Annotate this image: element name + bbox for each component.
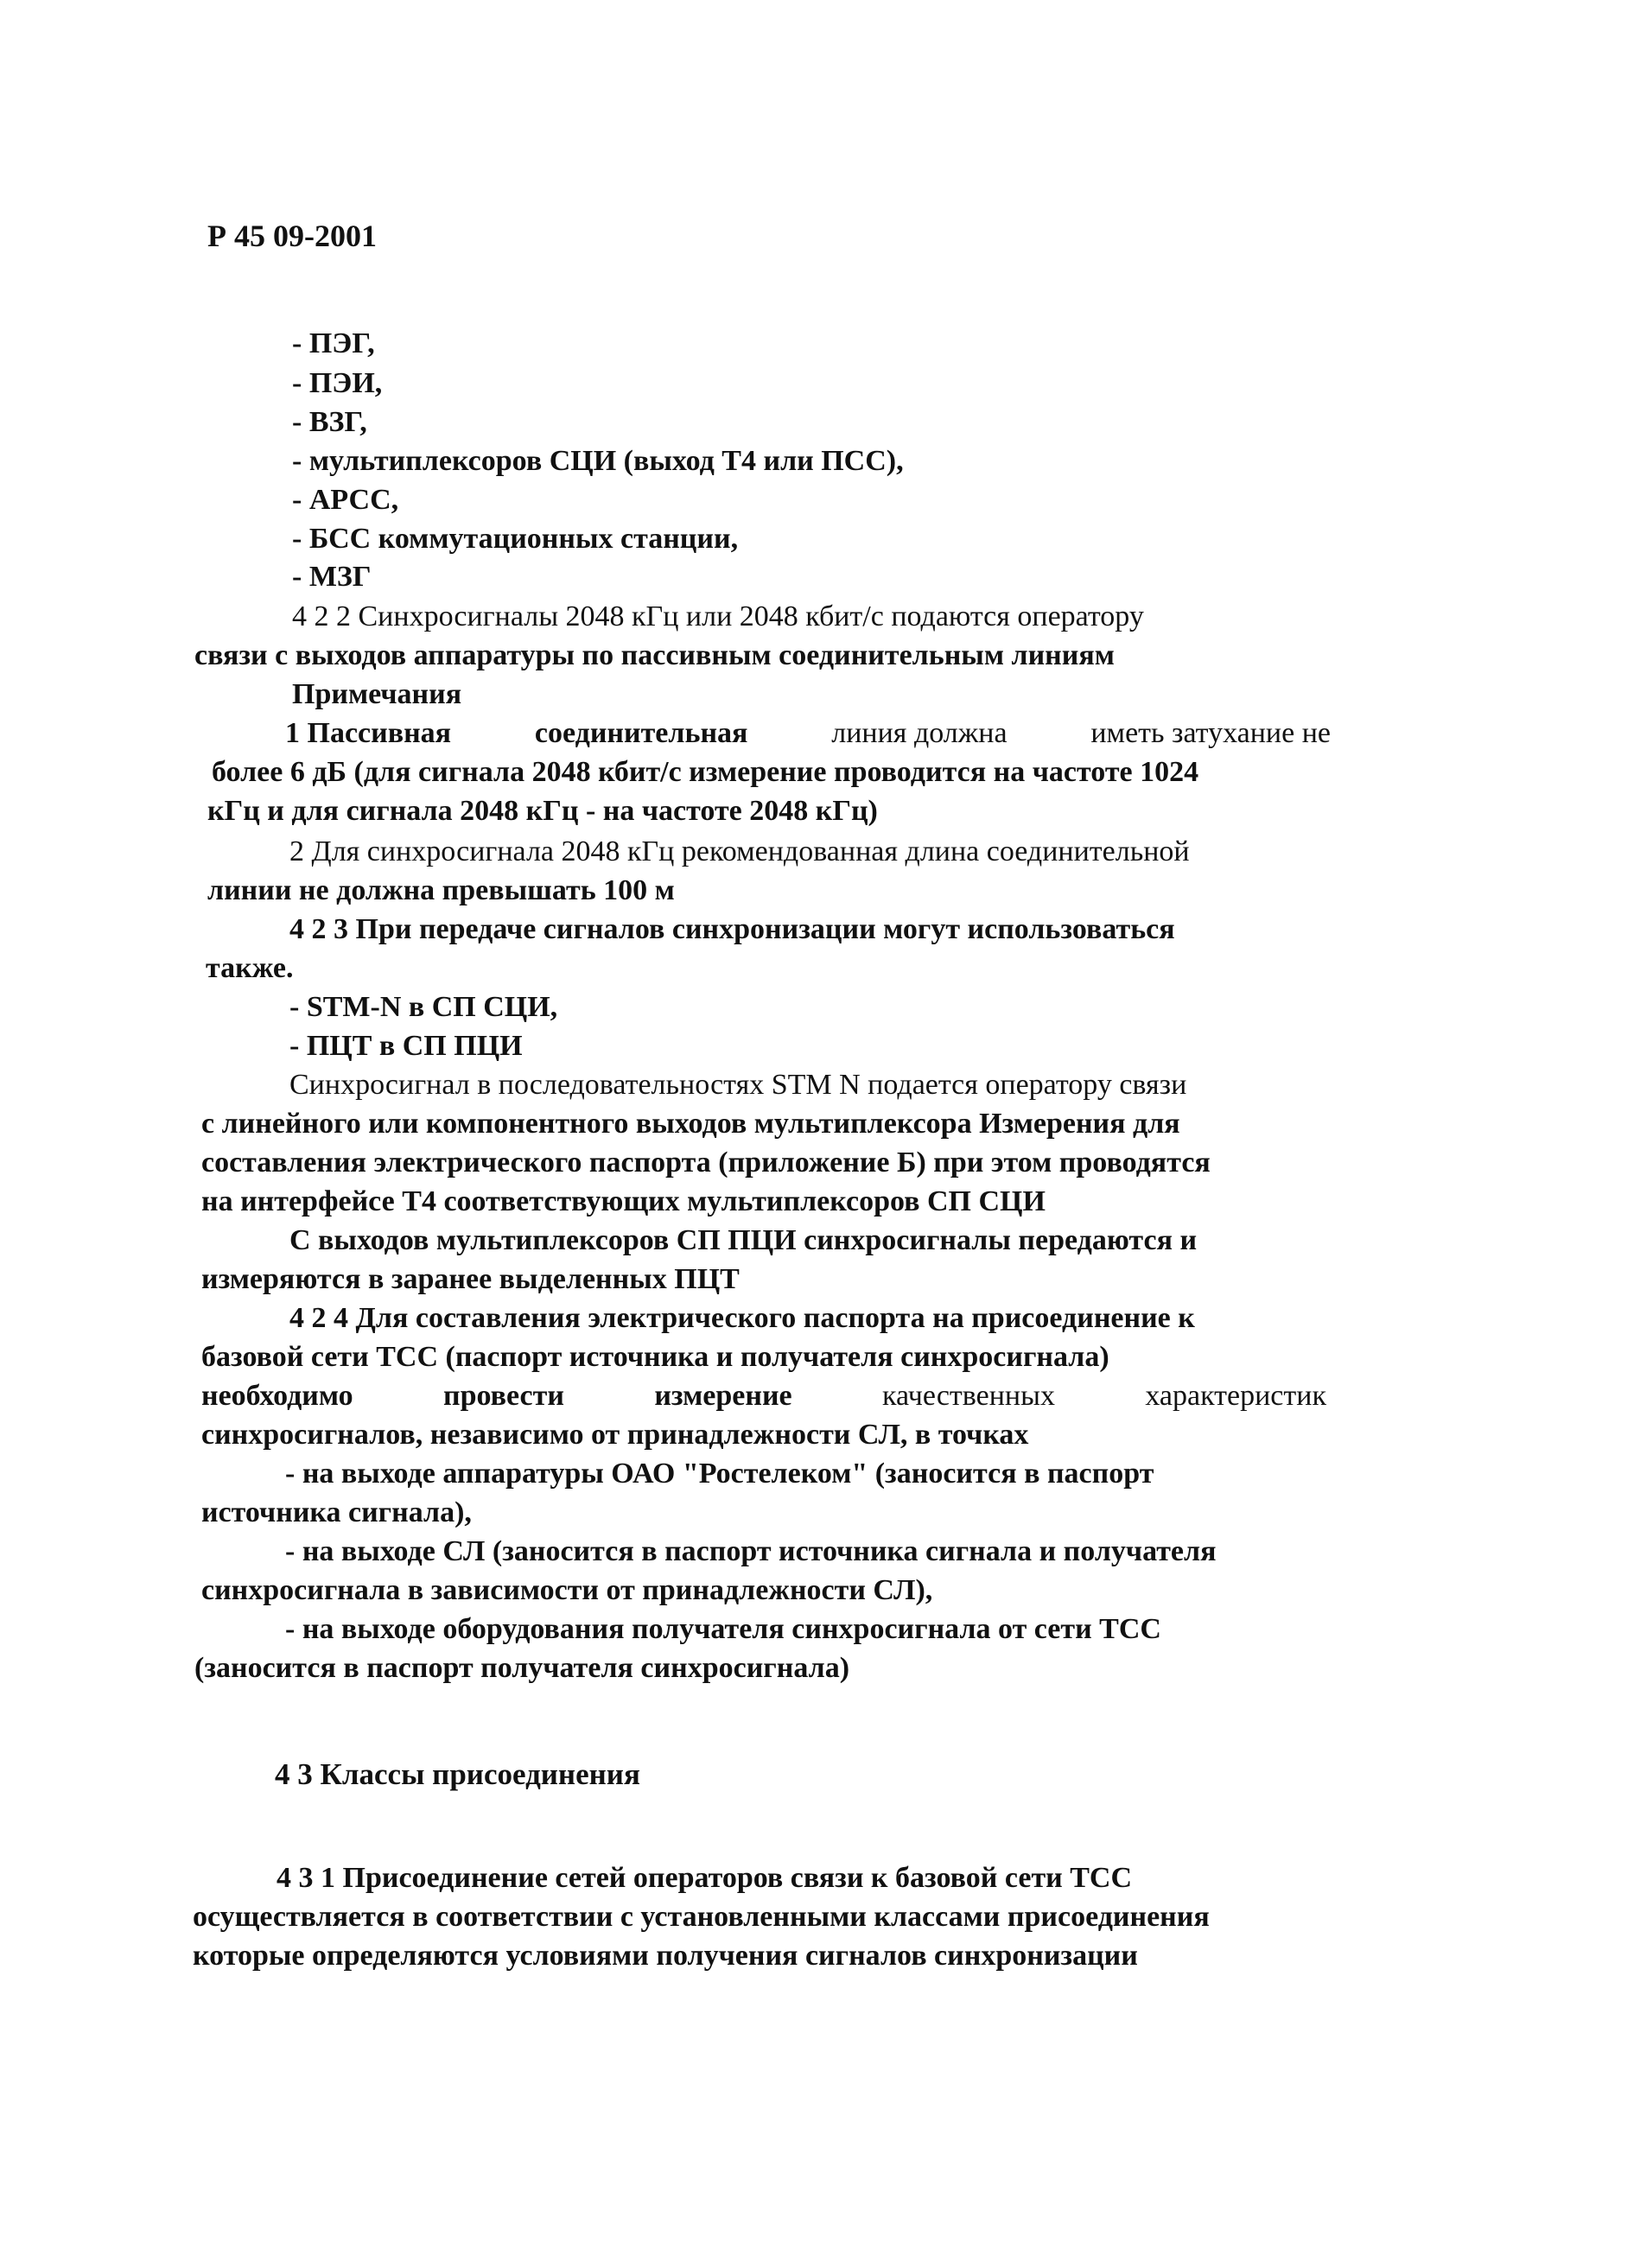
word: измерение bbox=[654, 1380, 792, 1412]
paragraph-line: 4 2 4 Для составления электрического паспорта на присоединение к bbox=[289, 1302, 1195, 1334]
list-item-continued: источника сигнала), bbox=[201, 1496, 472, 1528]
word: необходимо bbox=[201, 1380, 353, 1412]
word: качественных bbox=[882, 1380, 1055, 1412]
list-item: - ВЗГ, bbox=[292, 406, 367, 438]
word: 1 Пассивная bbox=[285, 717, 452, 749]
paragraph-line: 4 2 3 При передаче сигналов синхронизации могут использоваться bbox=[289, 913, 1175, 945]
paragraph-line: составления электрического паспорта (приложение Б) при этом проводятся bbox=[201, 1147, 1211, 1178]
word: иметь затухание не bbox=[1090, 717, 1331, 749]
list-item: - ПЭГ, bbox=[292, 327, 375, 359]
note-1-line: кГц и для сигнала 2048 кГц - на частоте 2048 кГц) bbox=[207, 795, 878, 827]
paragraph-line: измеряются в заранее выделенных ПЦТ bbox=[201, 1263, 740, 1295]
list-item: - АРСС, bbox=[292, 484, 399, 516]
list-item: - STM-N в СП СЦИ, bbox=[289, 991, 558, 1023]
list-item: - БСС коммутационных станции, bbox=[292, 523, 739, 555]
paragraph-line: также. bbox=[206, 952, 294, 984]
list-item: - на выходе СЛ (заносится в паспорт источника сигнала и получателя bbox=[285, 1535, 1217, 1567]
paragraph-line: связи с выходов аппаратуры по пассивным соединительным линиям bbox=[194, 639, 1115, 671]
paragraph-line: с линейного или компонентного выходов мультиплексора Измерения для bbox=[201, 1108, 1180, 1140]
word: линия должна bbox=[831, 717, 1008, 749]
list-item: - на выходе оборудования получателя синхросигнала от сети ТСС bbox=[285, 1613, 1161, 1645]
list-item: - МЗГ bbox=[292, 561, 372, 593]
list-item: - ПЭИ, bbox=[292, 367, 383, 399]
note-1-line: более 6 дБ (для сигнала 2048 кбит/с измерение проводится на частоте 1024 bbox=[212, 756, 1199, 788]
paragraph-line: которые определяются условиями получения сигналов синхронизации bbox=[193, 1940, 1138, 1972]
word: соединительная bbox=[534, 717, 748, 749]
paragraph-line: осуществляется в соответствии с установленными классами присоединения bbox=[193, 1901, 1210, 1933]
paragraph-line: на интерфейсе Т4 соответствующих мультиплексоров СП СЦИ bbox=[201, 1185, 1046, 1217]
list-item-continued: (заносится в паспорт получателя синхросигнала) bbox=[194, 1652, 850, 1684]
paragraph-line: 4 2 2 Синхросигналы 2048 кГц или 2048 кбит/с подаются оператору bbox=[292, 600, 1144, 632]
list-item: - на выходе аппаратуры ОАО "Ростелеком" (заносится в паспорт bbox=[285, 1458, 1154, 1490]
list-item: - мультиплексоров СЦИ (выход Т4 или ПСС), bbox=[292, 445, 904, 477]
paragraph-line: базовой сети ТСС (паспорт источника и получателя синхросигнала) bbox=[201, 1341, 1109, 1373]
paragraph-line: 4 3 1 Присоединение сетей операторов связи к базовой сети ТСС bbox=[277, 1862, 1133, 1894]
note-2-line: линии не должна превышать 100 м bbox=[207, 874, 675, 906]
paragraph-line: Синхросигнал в последовательностях STM N подается оператору связи bbox=[289, 1069, 1187, 1101]
document-number: Р 45 09-2001 bbox=[207, 219, 377, 253]
list-item: - ПЦТ в СП ПЦИ bbox=[289, 1030, 523, 1062]
paragraph-line: С выходов мультиплексоров СП ПЦИ синхросигналы передаются и bbox=[289, 1224, 1198, 1256]
paragraph-line: синхросигналов, независимо от принадлежности СЛ, в точках bbox=[201, 1419, 1029, 1451]
word: характеристик bbox=[1145, 1380, 1326, 1412]
note-1-line bbox=[285, 711, 1331, 755]
paragraph-line bbox=[201, 1374, 1326, 1418]
section-heading: 4 3 Классы присоединения bbox=[275, 1757, 640, 1791]
note-2-line: 2 Для синхросигнала 2048 кГц рекомендованная длина соединительной bbox=[289, 835, 1190, 867]
word: провести bbox=[443, 1380, 564, 1412]
list-item-continued: синхросигнала в зависимости от принадлежности СЛ), bbox=[201, 1574, 933, 1606]
notes-title: Примечания bbox=[292, 678, 462, 710]
